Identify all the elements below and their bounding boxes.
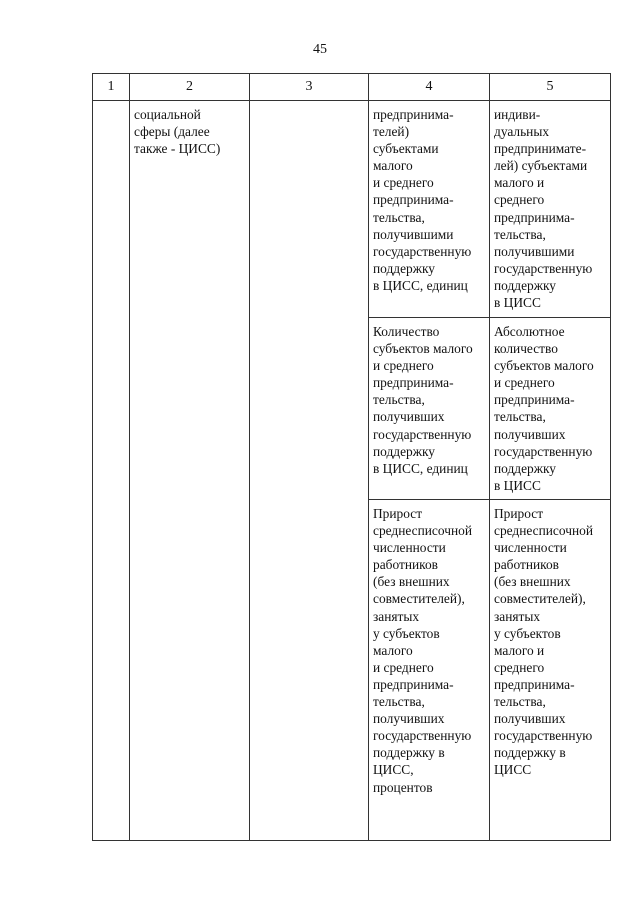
col4-cell xyxy=(369,500,490,841)
col1-cell xyxy=(93,101,130,841)
col4-cell xyxy=(369,318,490,500)
indicators-table xyxy=(92,73,611,841)
indicator-name: Прирост среднесписочной численности работников (без внешних совместителей), занятых у субъектов малого и среднего предпринима- тельства, получивших государственную поддержку в ЦИСС, процентов xyxy=(373,506,472,795)
column-header-5: 5 xyxy=(490,74,611,101)
column-header-1: 1 xyxy=(93,74,130,101)
col5-cell xyxy=(490,318,611,500)
table-header-row xyxy=(93,74,611,101)
column-header-4: 4 xyxy=(369,74,490,101)
column-header-3: 3 xyxy=(250,74,369,101)
indicator-definition: Прирост среднесписочной численности работников (без внешних совместителей), занятых у субъектов малого и среднего предпринима- тельства, получивших государственную поддержку в ЦИСС xyxy=(494,506,593,778)
page-number: 45 xyxy=(313,42,327,57)
col5-cell xyxy=(490,101,611,318)
col2-text: социальной сферы (далее также - ЦИСС) xyxy=(134,107,221,157)
column-header-2: 2 xyxy=(130,74,250,101)
indicator-name: предпринима- телей) субъектами малого и среднего предпринима- тельства, получившими государственную поддержку в ЦИСС, единиц xyxy=(373,107,472,293)
col5-cell xyxy=(490,500,611,841)
table-row xyxy=(93,101,611,318)
col2-cell xyxy=(130,101,250,841)
col3-cell xyxy=(250,101,369,841)
col4-cell xyxy=(369,101,490,318)
indicator-definition: индиви- дуальных предпринимате- лей) субъектами малого и среднего предпринима- тельства, получившими государственную поддержку в ЦИСС xyxy=(494,107,593,311)
indicator-name: Количество субъектов малого и среднего предпринима- тельства, получивших государственную поддержку в ЦИСС, единиц xyxy=(373,324,473,476)
indicator-definition: Абсолютное количество субъектов малого и среднего предпринима- тельства, получивших государственную поддержку в ЦИСС xyxy=(494,324,594,493)
